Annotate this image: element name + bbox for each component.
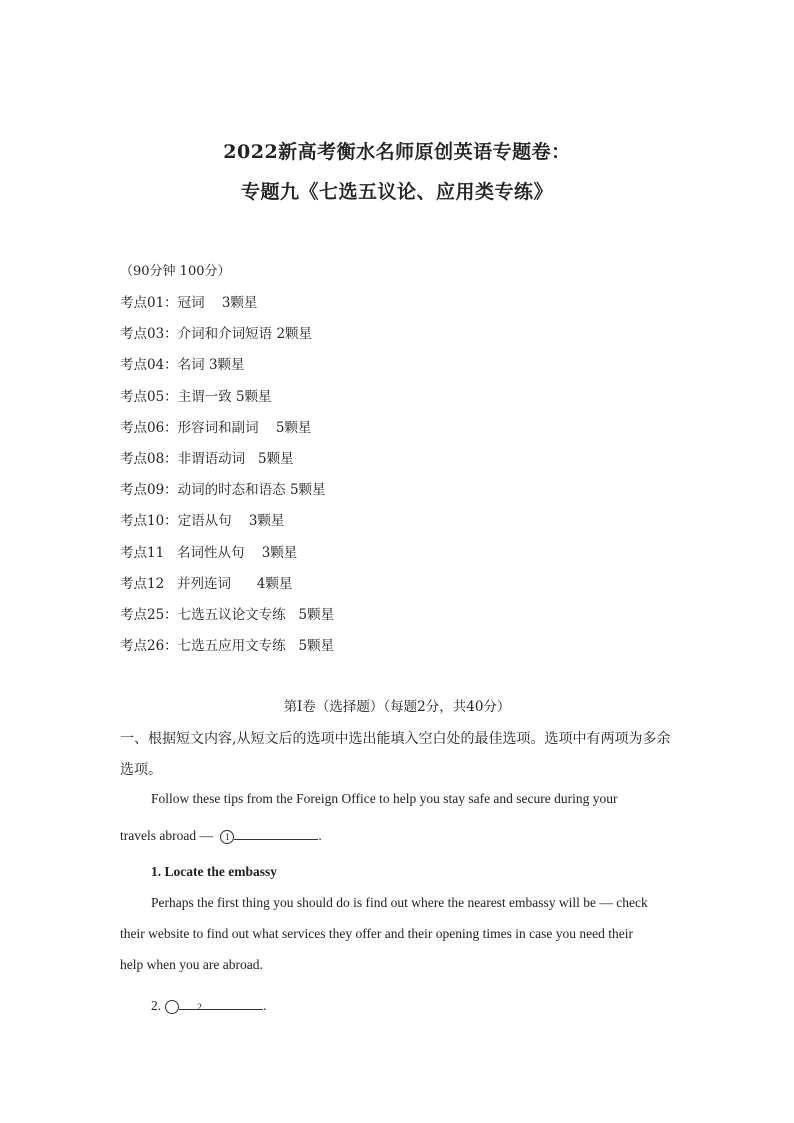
kaodian-item: 考点26：七选五应用文专练 5颗星 bbox=[120, 638, 335, 654]
kaodian-item: 考点08：非谓语动词 5颗星 bbox=[120, 451, 294, 467]
kaodian-item: 考点09：动词的时态和语态 5颗星 bbox=[120, 482, 326, 498]
passage-body-line-1: Perhaps the first thing you should do is find out where the nearest embassy will be — check bbox=[151, 895, 648, 910]
passage-body-line-3: help when you are abroad. bbox=[120, 957, 263, 972]
title-line-2: 专题九《七选五议论、应用类专练》 bbox=[240, 181, 553, 203]
blank-number-1: 1 bbox=[220, 830, 234, 844]
kaodian-item: 考点25：七选五议论文专练 5颗星 bbox=[120, 607, 335, 623]
kaodian-item: 考点01：冠词 3颗星 bbox=[120, 295, 258, 311]
passage-item-2: 2. 2 . bbox=[151, 998, 267, 1013]
kaodian-item: 考点10：定语从句 3颗星 bbox=[120, 513, 285, 529]
title-line-1: 2022新高考衡水名师原创英语专题卷： bbox=[223, 141, 571, 163]
answer-blank-2[interactable] bbox=[179, 997, 263, 1010]
exam-duration: （90分钟 100分） bbox=[120, 264, 231, 279]
kaodian-item: 考点11 名词性从句 3颗星 bbox=[120, 545, 298, 561]
kaodian-item: 考点12 并列连词 4颗星 bbox=[120, 576, 293, 592]
passage-intro-line-2: travels abroad — 1 . bbox=[120, 828, 322, 843]
kaodian-item: 考点06：形容词和副词 5颗星 bbox=[120, 420, 312, 436]
answer-blank-1[interactable] bbox=[234, 827, 318, 840]
passage-intro-line-1: Follow these tips from the Foreign Office to help you stay safe and secure during your bbox=[151, 791, 618, 806]
instruction-text: 一、根据短文内容,从短文后的选项中选出能填入空白处的最佳选项。选项中有两项为多余选项。 bbox=[120, 731, 671, 778]
passage-heading-1: 1. Locate the embassy bbox=[151, 864, 277, 879]
passage-body-line-2: their website to find out what services they offer and their opening times in case you need their bbox=[120, 926, 633, 941]
kaodian-item: 考点03：介词和介词短语 2颗星 bbox=[120, 326, 313, 342]
blank-number-2: 2 bbox=[165, 1000, 179, 1014]
kaodian-item: 考点04：名词 3颗星 bbox=[120, 357, 245, 373]
passage-intro-text: travels abroad — bbox=[120, 828, 213, 843]
item-2-prefix: 2. bbox=[151, 998, 162, 1013]
section-heading: 第I卷（选择题）（每题2分，共40分） bbox=[283, 699, 511, 715]
kaodian-item: 考点05：主谓一致 5颗星 bbox=[120, 389, 272, 405]
